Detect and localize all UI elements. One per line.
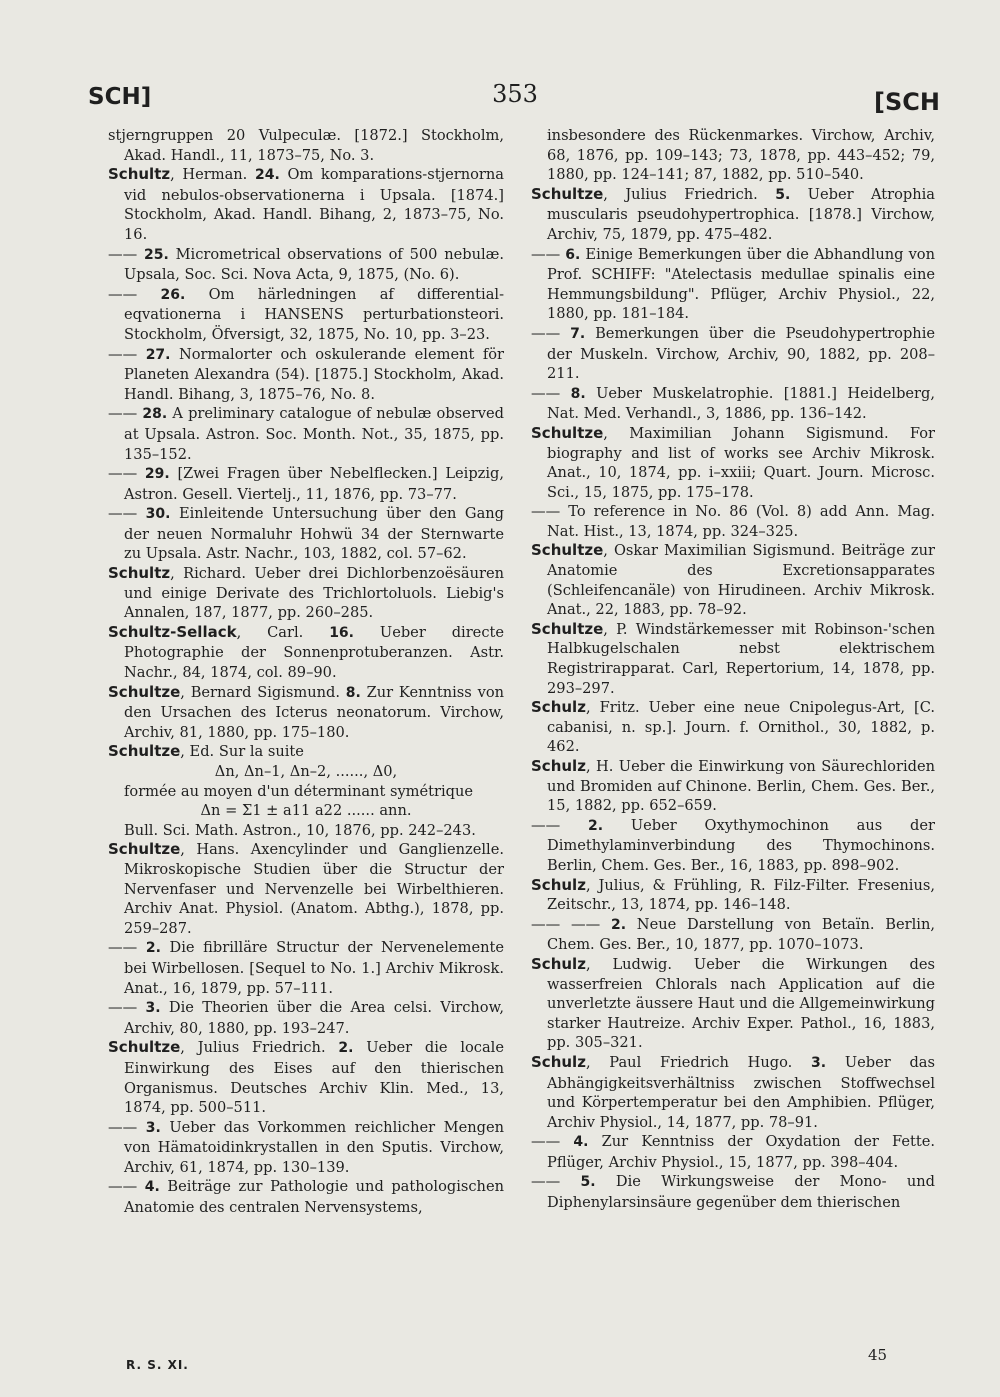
entry: Schultz-Sellack, Carl. 16. Ueber directe Photographie der Sonnenprotuberanzen. Astr. Nachr., 84, 1874, col. 89–90.	[108, 622, 504, 682]
entry: Schultze, Julius Friedrich. 5. Ueber Atrophia muscularis pseudohypertrophica. [1878.] Virchow, Archiv, 75, 1879, pp. 475–482.	[531, 184, 935, 243]
entry: Schultze, P. Windstärkemesser mit Robinson-'schen Halbkugelschalen nebst elektrischem Registrirapparat. Carl, Repertorium, 14, 1878, pp. 293–297.	[531, 619, 935, 697]
gathering-number: 45	[868, 1346, 888, 1364]
entry: —— 4. Beiträge zur Pathologie und pathologischen Anatomie des centralen Nervensystems,	[108, 1178, 504, 1217]
left-column	[108, 126, 504, 1218]
entry: stjerngruppen 20 Vulpeculæ. [1872.] Stockholm, Akad. Handl., 11, 1873–75, No. 3.	[108, 127, 504, 164]
entry-continuation: Bull. Sci. Math. Astron., 10, 1876, pp. 242–243.	[124, 821, 476, 839]
entry: —— 4. Zur Kenntniss der Oxydation der Fette. Pflüger, Archiv Physiol., 15, 1877, pp. 398–404.	[531, 1133, 935, 1171]
entry: —— 27. Normalorter och oskulerande element för Planeten Alexandra (54). [1875.] Stockholm, Akad. Handl. Bihang, 3, 1875–76, No. 8.	[108, 345, 504, 403]
entry-continuation: insbesondere des Rückenmarkes. Virchow, Archiv, 68, 1876, pp. 109–143; 73, 1878, pp. 443–452; 79, 1880, pp. 124–141; 87, 1882, pp. 510–540.	[547, 127, 935, 184]
running-head-left: SCH]	[88, 84, 152, 110]
entry: Schultz, Herman. 24. Om komparations-stjernorna vid nebulos-observationerna i Upsala. [1874.] Stockholm, Akad. Handl. Bihang, 2, 1873–75, No. 16.	[108, 165, 504, 243]
entry: —— 25. Micrometrical observations of 500 nebulæ. Upsala, Soc. Sci. Nova Acta, 9, 1875, (No. 6).	[108, 245, 505, 284]
entry: Schultze, Bernard Sigismund. 8. Zur Kenntniss von den Ursachen des Icterus neonatorum. Virchow, Archiv, 81, 1880, pp. 175–180.	[108, 682, 504, 741]
entry-continuation: formée au moyen d'un déterminant symétrique	[124, 782, 474, 800]
entry: Schultze, Hans. Axencylinder und Ganglienzelle. Mikroskopische Studien über die Structur der Nervenfaser und Nervenzelle bei Wirbelthieren. Archiv Anat. Physiol. (Anatom. Abthg.), 1878, pp. 259–287.	[108, 840, 504, 937]
entry: —— 8. Ueber Muskelatrophie. [1881.] Heidelberg, Nat. Med. Verhandl., 3, 1886, pp. 136–142.	[531, 384, 935, 423]
entry: —— To reference in No. 86 (Vol. 8) add Ann. Mag. Nat. Hist., 13, 1874, pp. 324–325.	[531, 503, 935, 540]
entry: —— 26. Om härledningen af differential-eqvationerna i HANSENS perturbationsteori. Stockholm, Öfversigt, 32, 1875, No. 10, pp. 3–23.	[108, 285, 505, 343]
formula-line: Δn, Δn–1, Δn–2, ......, Δ0,	[214, 763, 398, 780]
entry: —— 29. [Zwei Fragen über Nebelflecken.] Leipzig, Astron. Gesell. Viertelj., 11, 1876, pp. 73–77.	[108, 465, 505, 503]
running-head-right: [SCH	[874, 88, 940, 116]
entry: Schulz, Fritz. Ueber eine neue Cnipolegus-Art, [C. cabanisi, n. sp.]. Journ. f. Ornithol., 30, 1882, p. 462.	[531, 698, 935, 756]
entry: —— 30. Einleitende Untersuchung über den Gang der neuen Normaluhr Hohwü 34 der Sternwarte zu Upsala. Astr. Nachr., 103, 1882, col. 57–62.	[108, 505, 505, 563]
entry: Schulz, Julius, & Frühling, R. Filz-Filter. Fresenius, Zeitschr., 13, 1874, pp. 146–148.	[531, 875, 935, 914]
entry: —— 3. Die Theorien über die Area celsi. Virchow, Archiv, 80, 1880, pp. 193–247.	[108, 999, 504, 1037]
entry: —— 2. Die fibrilläre Structur der Nervenelemente bei Wirbellosen. [Sequel to No. 1.] Archiv Mikrosk. Anat., 16, 1879, pp. 57–111.	[108, 939, 505, 997]
entry: Schultze, Julius Friedrich. 2. Ueber die locale Einwirkung des Eises auf den thierischen Organismus. Deutsches Archiv Klin. Med., 13, 1874, pp. 500–511.	[108, 1038, 504, 1117]
right-column	[531, 126, 935, 1213]
page-number: 353	[492, 80, 538, 108]
entry: —— 3. Ueber das Vorkommen reichlicher Mengen von Hämatoidinkrystallen in den Sputis. Virchow, Archiv, 61, 1874, pp. 130–139.	[108, 1118, 505, 1176]
entry: Schultze, Ed. Sur la suite	[108, 742, 304, 761]
entry: Schultz, Richard. Ueber drei Dichlorbenzoësäuren und einige Derivate des Trichlortoluols. Liebig's Annalen, 187, 1877, pp. 260–285.	[108, 564, 504, 622]
entry: Schultze, Maximilian Johann Sigismund. For biography and list of works see Archiv Mikrosk. Anat., 10, 1874, pp. i–xxiii; Quart. Journ. Microsc. Sci., 15, 1875, pp. 175–178.	[531, 423, 935, 501]
entry: —— 7. Bemerkungen über die Pseudohypertrophie der Muskeln. Virchow, Archiv, 90, 1882, pp. 208–211.	[531, 324, 935, 383]
signature-mark: R. S. XI.	[126, 1358, 189, 1372]
entry: —— 6. Einige Bemerkungen über die Abhandlung von Prof. SCHIFF: "Atelectasis medullae spinalis eine Hemmungsbildung". Pflüger, Archiv Physiol., 22, 1880, pp. 181–184.	[531, 245, 935, 323]
entry: Schulz, Ludwig. Ueber die Wirkungen des wasserfreien Chlorals nach Application auf die unverletzte äussere Haut und die Allgemeinwirkung starker Hautreize. Archiv Exper. Pathol., 16, 1883, pp. 305–321.	[531, 954, 935, 1052]
entry: —— 5. Die Wirkungsweise der Mono- und Diphenylarsinsäure gegenüber dem thierischen	[531, 1173, 936, 1212]
entry: Schulz, Paul Friedrich Hugo. 3. Ueber das Abhängigkeitsverhältniss zwischen Stoffwechsel und Körpertemperatur bei den Amphibien. Pflüger, Archiv Physiol., 14, 1877, pp. 78–91.	[531, 1052, 935, 1131]
entry: —— 28. A preliminary catalogue of nebulæ observed at Upsala. Astron. Soc. Month. Not., 35, 1875, pp. 135–152.	[108, 405, 505, 463]
entry: —— 2. Ueber Oxythymochinon aus der Dimethylaminverbindung des Thymochinons. Berlin, Chem. Ges. Ber., 16, 1883, pp. 898–902.	[531, 816, 936, 874]
entry: —— —— 2. Neue Darstellung von Betaïn. Berlin, Chem. Ges. Ber., 10, 1877, pp. 1070–1073.	[531, 915, 935, 954]
entry: Schultze, Oskar Maximilian Sigismund. Beiträge zur Anatomie des Excretionsapparates (Schleifencanäle) von Hirudineen. Archiv Mikrosk. Anat., 22, 1883, pp. 78–92.	[531, 541, 935, 619]
formula-line: Δn = Σ1 ± a11 a22 ...... ann.	[200, 802, 412, 820]
entry: Schulz, H. Ueber die Einwirkung von Säurechloriden und Bromiden auf Chinone. Berlin, Chem. Ges. Ber., 15, 1882, pp. 652–659.	[531, 757, 935, 815]
